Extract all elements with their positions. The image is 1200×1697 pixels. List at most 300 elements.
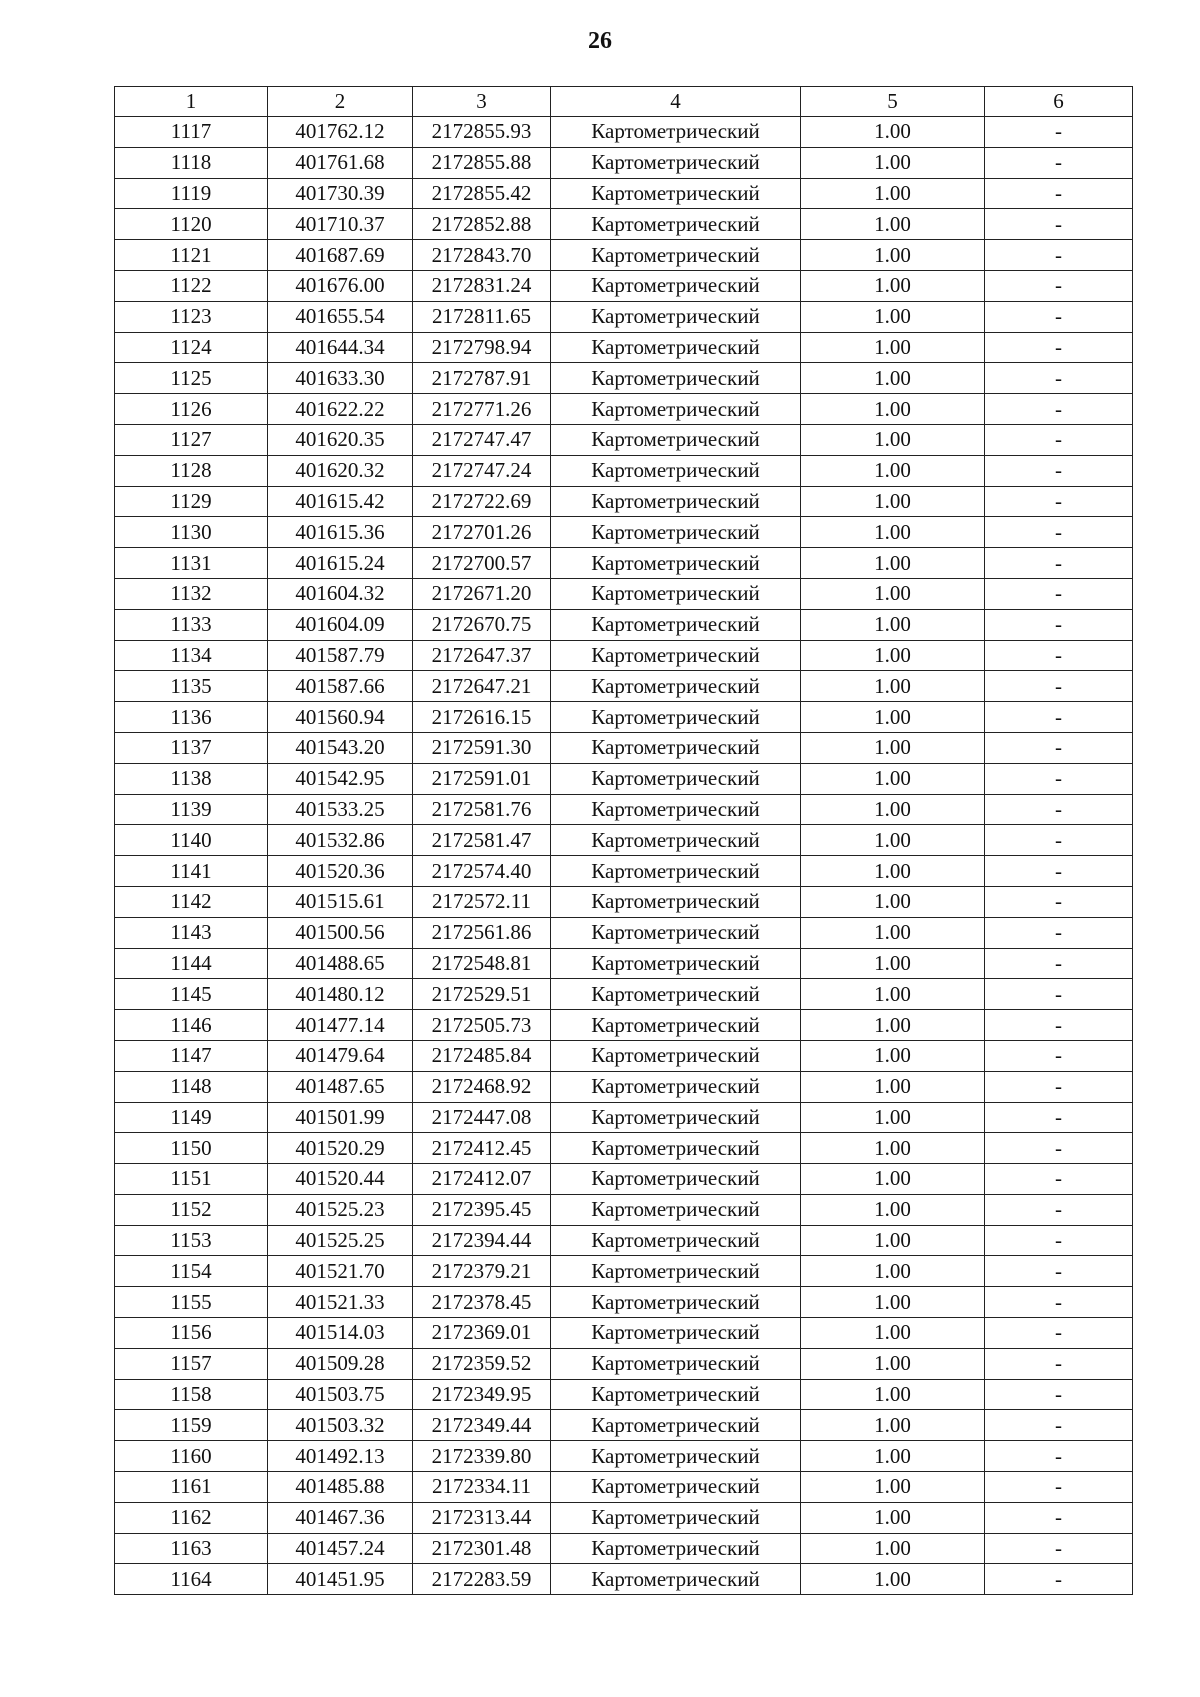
accuracy-cell: 1.00: [801, 794, 985, 825]
x-coordinate-cell: 401525.25: [268, 1225, 413, 1256]
y-coordinate-cell: 2172561.86: [413, 917, 551, 948]
column-header: 2: [268, 87, 413, 117]
table-row: [115, 1256, 1133, 1287]
method-cell: Картометрический: [551, 147, 801, 178]
y-coordinate-cell: 2172369.01: [413, 1318, 551, 1349]
table-row: [115, 455, 1133, 486]
note-cell: -: [985, 1564, 1133, 1595]
method-cell: Картометрический: [551, 1133, 801, 1164]
y-coordinate-cell: 2172581.76: [413, 794, 551, 825]
point-number-cell: 1135: [115, 671, 268, 702]
y-coordinate-cell: 2172394.44: [413, 1225, 551, 1256]
y-coordinate-cell: 2172855.42: [413, 178, 551, 209]
point-number-cell: 1157: [115, 1348, 268, 1379]
accuracy-cell: 1.00: [801, 1533, 985, 1564]
table-row: [115, 671, 1133, 702]
point-number-cell: 1152: [115, 1194, 268, 1225]
note-cell: -: [985, 1040, 1133, 1071]
x-coordinate-cell: 401587.66: [268, 671, 413, 702]
method-cell: Картометрический: [551, 825, 801, 856]
accuracy-cell: 1.00: [801, 517, 985, 548]
y-coordinate-cell: 2172798.94: [413, 332, 551, 363]
point-number-cell: 1143: [115, 917, 268, 948]
accuracy-cell: 1.00: [801, 1472, 985, 1503]
table-row: [115, 1133, 1133, 1164]
table-row: [115, 1348, 1133, 1379]
method-cell: Картометрический: [551, 1287, 801, 1318]
note-cell: -: [985, 147, 1133, 178]
y-coordinate-cell: 2172747.24: [413, 455, 551, 486]
note-cell: -: [985, 548, 1133, 579]
method-cell: Картометрический: [551, 702, 801, 733]
point-number-cell: 1127: [115, 424, 268, 455]
x-coordinate-cell: 401521.33: [268, 1287, 413, 1318]
y-coordinate-cell: 2172700.57: [413, 548, 551, 579]
x-coordinate-cell: 401560.94: [268, 702, 413, 733]
point-number-cell: 1149: [115, 1102, 268, 1133]
y-coordinate-cell: 2172574.40: [413, 856, 551, 887]
method-cell: Картометрический: [551, 1071, 801, 1102]
point-number-cell: 1132: [115, 578, 268, 609]
column-header: 4: [551, 87, 801, 117]
point-number-cell: 1126: [115, 394, 268, 425]
accuracy-cell: 1.00: [801, 1348, 985, 1379]
x-coordinate-cell: 401521.70: [268, 1256, 413, 1287]
accuracy-cell: 1.00: [801, 763, 985, 794]
accuracy-cell: 1.00: [801, 394, 985, 425]
note-cell: -: [985, 856, 1133, 887]
table-row: [115, 1102, 1133, 1133]
table-row: [115, 209, 1133, 240]
table-row: [115, 1564, 1133, 1595]
x-coordinate-cell: 401644.34: [268, 332, 413, 363]
table-row: [115, 1379, 1133, 1410]
y-coordinate-cell: 2172852.88: [413, 209, 551, 240]
accuracy-cell: 1.00: [801, 1410, 985, 1441]
x-coordinate-cell: 401543.20: [268, 732, 413, 763]
accuracy-cell: 1.00: [801, 1441, 985, 1472]
note-cell: -: [985, 825, 1133, 856]
point-number-cell: 1155: [115, 1287, 268, 1318]
method-cell: Картометрический: [551, 178, 801, 209]
note-cell: -: [985, 240, 1133, 271]
point-number-cell: 1151: [115, 1164, 268, 1195]
accuracy-cell: 1.00: [801, 1287, 985, 1318]
accuracy-cell: 1.00: [801, 1379, 985, 1410]
note-cell: -: [985, 1102, 1133, 1133]
column-header: 5: [801, 87, 985, 117]
method-cell: Картометрический: [551, 578, 801, 609]
accuracy-cell: 1.00: [801, 1225, 985, 1256]
method-cell: Картометрический: [551, 1318, 801, 1349]
x-coordinate-cell: 401587.79: [268, 640, 413, 671]
table-row: [115, 856, 1133, 887]
point-number-cell: 1162: [115, 1502, 268, 1533]
y-coordinate-cell: 2172831.24: [413, 270, 551, 301]
x-coordinate-cell: 401515.61: [268, 886, 413, 917]
point-number-cell: 1122: [115, 270, 268, 301]
note-cell: -: [985, 1348, 1133, 1379]
table-row: [115, 886, 1133, 917]
y-coordinate-cell: 2172339.80: [413, 1441, 551, 1472]
point-number-cell: 1142: [115, 886, 268, 917]
table-row: [115, 1472, 1133, 1503]
table-row: [115, 732, 1133, 763]
y-coordinate-cell: 2172581.47: [413, 825, 551, 856]
point-number-cell: 1138: [115, 763, 268, 794]
accuracy-cell: 1.00: [801, 917, 985, 948]
note-cell: -: [985, 1441, 1133, 1472]
table-row: [115, 1533, 1133, 1564]
y-coordinate-cell: 2172349.44: [413, 1410, 551, 1441]
method-cell: Картометрический: [551, 117, 801, 148]
note-cell: -: [985, 763, 1133, 794]
table-row: [115, 240, 1133, 271]
note-cell: -: [985, 886, 1133, 917]
y-coordinate-cell: 2172283.59: [413, 1564, 551, 1595]
method-cell: Картометрический: [551, 1256, 801, 1287]
x-coordinate-cell: 401761.68: [268, 147, 413, 178]
y-coordinate-cell: 2172378.45: [413, 1287, 551, 1318]
point-number-cell: 1124: [115, 332, 268, 363]
point-number-cell: 1146: [115, 1010, 268, 1041]
point-number-cell: 1164: [115, 1564, 268, 1595]
note-cell: -: [985, 455, 1133, 486]
note-cell: -: [985, 178, 1133, 209]
method-cell: Картометрический: [551, 363, 801, 394]
method-cell: Картометрический: [551, 1441, 801, 1472]
point-number-cell: 1148: [115, 1071, 268, 1102]
x-coordinate-cell: 401615.36: [268, 517, 413, 548]
note-cell: -: [985, 209, 1133, 240]
note-cell: -: [985, 301, 1133, 332]
x-coordinate-cell: 401520.36: [268, 856, 413, 887]
x-coordinate-cell: 401730.39: [268, 178, 413, 209]
method-cell: Картометрический: [551, 609, 801, 640]
x-coordinate-cell: 401487.65: [268, 1071, 413, 1102]
accuracy-cell: 1.00: [801, 948, 985, 979]
point-number-cell: 1141: [115, 856, 268, 887]
table-row: [115, 702, 1133, 733]
x-coordinate-cell: 401542.95: [268, 763, 413, 794]
note-cell: -: [985, 1194, 1133, 1225]
table-row: [115, 794, 1133, 825]
method-cell: Картометрический: [551, 332, 801, 363]
y-coordinate-cell: 2172313.44: [413, 1502, 551, 1533]
note-cell: -: [985, 1379, 1133, 1410]
point-number-cell: 1147: [115, 1040, 268, 1071]
table-row: [115, 640, 1133, 671]
table-row: [115, 394, 1133, 425]
accuracy-cell: 1.00: [801, 1564, 985, 1595]
accuracy-cell: 1.00: [801, 886, 985, 917]
table-row: [115, 609, 1133, 640]
point-number-cell: 1145: [115, 979, 268, 1010]
point-number-cell: 1136: [115, 702, 268, 733]
method-cell: Картометрический: [551, 917, 801, 948]
column-header: 6: [985, 87, 1133, 117]
method-cell: Картометрический: [551, 1348, 801, 1379]
table-row: [115, 178, 1133, 209]
x-coordinate-cell: 401503.32: [268, 1410, 413, 1441]
table-row: [115, 363, 1133, 394]
note-cell: -: [985, 1256, 1133, 1287]
method-cell: Картометрический: [551, 1194, 801, 1225]
x-coordinate-cell: 401480.12: [268, 979, 413, 1010]
note-cell: -: [985, 1164, 1133, 1195]
x-coordinate-cell: 401488.65: [268, 948, 413, 979]
method-cell: Картометрический: [551, 517, 801, 548]
x-coordinate-cell: 401479.64: [268, 1040, 413, 1071]
accuracy-cell: 1.00: [801, 1071, 985, 1102]
note-cell: -: [985, 1318, 1133, 1349]
note-cell: -: [985, 517, 1133, 548]
accuracy-cell: 1.00: [801, 609, 985, 640]
method-cell: Картометрический: [551, 1472, 801, 1503]
note-cell: -: [985, 424, 1133, 455]
x-coordinate-cell: 401633.30: [268, 363, 413, 394]
accuracy-cell: 1.00: [801, 1318, 985, 1349]
accuracy-cell: 1.00: [801, 240, 985, 271]
point-number-cell: 1139: [115, 794, 268, 825]
table-row: [115, 301, 1133, 332]
x-coordinate-cell: 401525.23: [268, 1194, 413, 1225]
table-row: [115, 1410, 1133, 1441]
point-number-cell: 1156: [115, 1318, 268, 1349]
accuracy-cell: 1.00: [801, 1133, 985, 1164]
x-coordinate-cell: 401604.32: [268, 578, 413, 609]
method-cell: Картометрический: [551, 270, 801, 301]
accuracy-cell: 1.00: [801, 332, 985, 363]
point-number-cell: 1159: [115, 1410, 268, 1441]
column-header: 3: [413, 87, 551, 117]
method-cell: Картометрический: [551, 240, 801, 271]
point-number-cell: 1134: [115, 640, 268, 671]
note-cell: -: [985, 979, 1133, 1010]
x-coordinate-cell: 401457.24: [268, 1533, 413, 1564]
y-coordinate-cell: 2172334.11: [413, 1472, 551, 1503]
x-coordinate-cell: 401615.24: [268, 548, 413, 579]
table-row: [115, 424, 1133, 455]
accuracy-cell: 1.00: [801, 856, 985, 887]
accuracy-cell: 1.00: [801, 455, 985, 486]
column-header: 1: [115, 87, 268, 117]
x-coordinate-cell: 401503.75: [268, 1379, 413, 1410]
method-cell: Картометрический: [551, 1410, 801, 1441]
note-cell: -: [985, 486, 1133, 517]
table-row: [115, 548, 1133, 579]
table-row: [115, 1164, 1133, 1195]
page-number: 26: [588, 28, 612, 54]
x-coordinate-cell: 401451.95: [268, 1564, 413, 1595]
coordinates-table: [114, 86, 1133, 1595]
note-cell: -: [985, 1071, 1133, 1102]
accuracy-cell: 1.00: [801, 640, 985, 671]
point-number-cell: 1125: [115, 363, 268, 394]
x-coordinate-cell: 401687.69: [268, 240, 413, 271]
point-number-cell: 1163: [115, 1533, 268, 1564]
point-number-cell: 1161: [115, 1472, 268, 1503]
note-cell: -: [985, 732, 1133, 763]
table-row: [115, 1502, 1133, 1533]
method-cell: Картометрический: [551, 1225, 801, 1256]
method-cell: Картометрический: [551, 763, 801, 794]
x-coordinate-cell: 401509.28: [268, 1348, 413, 1379]
accuracy-cell: 1.00: [801, 363, 985, 394]
y-coordinate-cell: 2172412.45: [413, 1133, 551, 1164]
table-row: [115, 1318, 1133, 1349]
x-coordinate-cell: 401615.42: [268, 486, 413, 517]
y-coordinate-cell: 2172787.91: [413, 363, 551, 394]
y-coordinate-cell: 2172591.01: [413, 763, 551, 794]
table-body: [115, 117, 1133, 1595]
note-cell: -: [985, 702, 1133, 733]
x-coordinate-cell: 401477.14: [268, 1010, 413, 1041]
accuracy-cell: 1.00: [801, 178, 985, 209]
y-coordinate-cell: 2172529.51: [413, 979, 551, 1010]
accuracy-cell: 1.00: [801, 486, 985, 517]
note-cell: -: [985, 948, 1133, 979]
table-row: [115, 1071, 1133, 1102]
y-coordinate-cell: 2172855.93: [413, 117, 551, 148]
note-cell: -: [985, 671, 1133, 702]
x-coordinate-cell: 401520.29: [268, 1133, 413, 1164]
y-coordinate-cell: 2172591.30: [413, 732, 551, 763]
method-cell: Картометрический: [551, 1164, 801, 1195]
method-cell: Картометрический: [551, 856, 801, 887]
x-coordinate-cell: 401520.44: [268, 1164, 413, 1195]
y-coordinate-cell: 2172771.26: [413, 394, 551, 425]
method-cell: Картометрический: [551, 548, 801, 579]
note-cell: -: [985, 1133, 1133, 1164]
y-coordinate-cell: 2172811.65: [413, 301, 551, 332]
table-row: [115, 270, 1133, 301]
table-row: [115, 1225, 1133, 1256]
table-row: [115, 979, 1133, 1010]
x-coordinate-cell: 401500.56: [268, 917, 413, 948]
point-number-cell: 1129: [115, 486, 268, 517]
point-number-cell: 1144: [115, 948, 268, 979]
x-coordinate-cell: 401532.86: [268, 825, 413, 856]
x-coordinate-cell: 401620.35: [268, 424, 413, 455]
accuracy-cell: 1.00: [801, 702, 985, 733]
accuracy-cell: 1.00: [801, 1164, 985, 1195]
note-cell: -: [985, 332, 1133, 363]
method-cell: Картометрический: [551, 794, 801, 825]
point-number-cell: 1117: [115, 117, 268, 148]
accuracy-cell: 1.00: [801, 979, 985, 1010]
table-row: [115, 948, 1133, 979]
point-number-cell: 1120: [115, 209, 268, 240]
y-coordinate-cell: 2172359.52: [413, 1348, 551, 1379]
accuracy-cell: 1.00: [801, 1102, 985, 1133]
accuracy-cell: 1.00: [801, 147, 985, 178]
method-cell: Картометрический: [551, 1010, 801, 1041]
note-cell: -: [985, 363, 1133, 394]
method-cell: Картометрический: [551, 424, 801, 455]
note-cell: -: [985, 1472, 1133, 1503]
point-number-cell: 1118: [115, 147, 268, 178]
x-coordinate-cell: 401604.09: [268, 609, 413, 640]
y-coordinate-cell: 2172701.26: [413, 517, 551, 548]
y-coordinate-cell: 2172616.15: [413, 702, 551, 733]
point-number-cell: 1130: [115, 517, 268, 548]
x-coordinate-cell: 401467.36: [268, 1502, 413, 1533]
accuracy-cell: 1.00: [801, 548, 985, 579]
accuracy-cell: 1.00: [801, 1010, 985, 1041]
accuracy-cell: 1.00: [801, 1502, 985, 1533]
method-cell: Картометрический: [551, 1102, 801, 1133]
y-coordinate-cell: 2172747.47: [413, 424, 551, 455]
y-coordinate-cell: 2172395.45: [413, 1194, 551, 1225]
table-row: [115, 1010, 1133, 1041]
accuracy-cell: 1.00: [801, 578, 985, 609]
accuracy-cell: 1.00: [801, 270, 985, 301]
table-row: [115, 1441, 1133, 1472]
point-number-cell: 1123: [115, 301, 268, 332]
point-number-cell: 1160: [115, 1441, 268, 1472]
note-cell: -: [985, 578, 1133, 609]
point-number-cell: 1133: [115, 609, 268, 640]
note-cell: -: [985, 1410, 1133, 1441]
y-coordinate-cell: 2172379.21: [413, 1256, 551, 1287]
point-number-cell: 1137: [115, 732, 268, 763]
point-number-cell: 1154: [115, 1256, 268, 1287]
method-cell: Картометрический: [551, 455, 801, 486]
x-coordinate-cell: 401676.00: [268, 270, 413, 301]
note-cell: -: [985, 794, 1133, 825]
table-row: [115, 1287, 1133, 1318]
method-cell: Картометрический: [551, 1533, 801, 1564]
method-cell: Картометрический: [551, 979, 801, 1010]
point-number-cell: 1131: [115, 548, 268, 579]
x-coordinate-cell: 401514.03: [268, 1318, 413, 1349]
y-coordinate-cell: 2172572.11: [413, 886, 551, 917]
method-cell: Картометрический: [551, 886, 801, 917]
x-coordinate-cell: 401622.22: [268, 394, 413, 425]
point-number-cell: 1121: [115, 240, 268, 271]
x-coordinate-cell: 401710.37: [268, 209, 413, 240]
accuracy-cell: 1.00: [801, 1040, 985, 1071]
accuracy-cell: 1.00: [801, 1256, 985, 1287]
accuracy-cell: 1.00: [801, 424, 985, 455]
note-cell: -: [985, 1010, 1133, 1041]
table-row: [115, 486, 1133, 517]
method-cell: Картометрический: [551, 301, 801, 332]
table-row: [115, 332, 1133, 363]
note-cell: -: [985, 917, 1133, 948]
method-cell: Картометрический: [551, 1379, 801, 1410]
point-number-cell: 1158: [115, 1379, 268, 1410]
y-coordinate-cell: 2172855.88: [413, 147, 551, 178]
table-row: [115, 517, 1133, 548]
y-coordinate-cell: 2172843.70: [413, 240, 551, 271]
table-row: [115, 117, 1133, 148]
method-cell: Картометрический: [551, 948, 801, 979]
note-cell: -: [985, 1287, 1133, 1318]
note-cell: -: [985, 394, 1133, 425]
x-coordinate-cell: 401655.54: [268, 301, 413, 332]
y-coordinate-cell: 2172671.20: [413, 578, 551, 609]
point-number-cell: 1153: [115, 1225, 268, 1256]
accuracy-cell: 1.00: [801, 825, 985, 856]
x-coordinate-cell: 401492.13: [268, 1441, 413, 1472]
method-cell: Картометрический: [551, 394, 801, 425]
table-row: [115, 917, 1133, 948]
table-row: [115, 578, 1133, 609]
note-cell: -: [985, 640, 1133, 671]
method-cell: Картометрический: [551, 640, 801, 671]
